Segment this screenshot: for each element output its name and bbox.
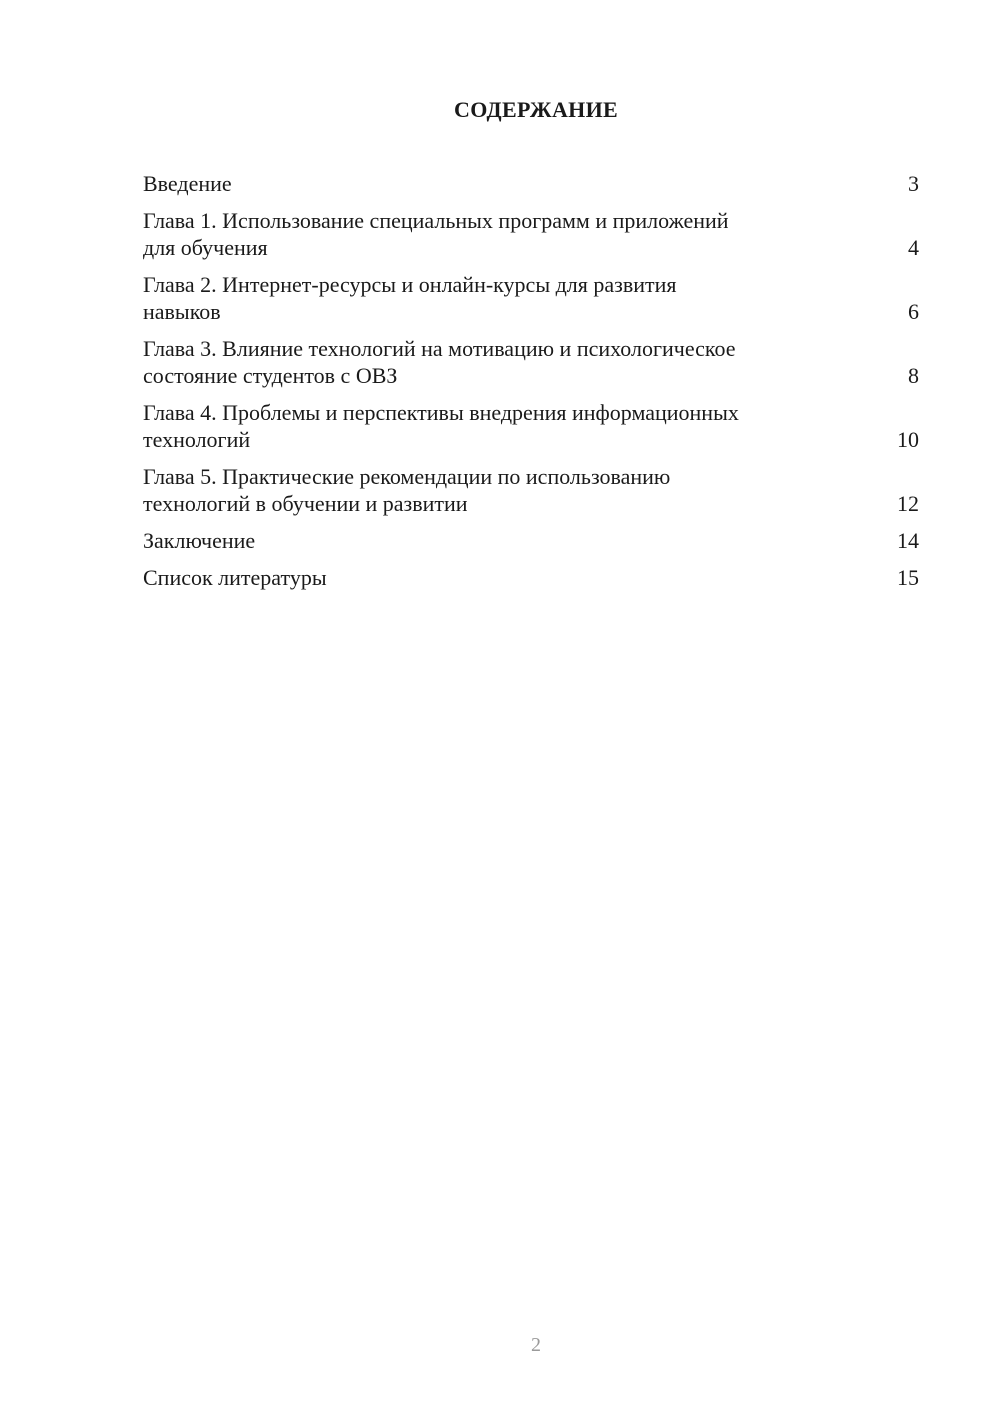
toc-entry-conclusion[interactable] — [143, 527, 919, 554]
toc-entry-title-line: технологий — [143, 427, 251, 452]
toc-entry-chapter-2[interactable] — [143, 271, 919, 325]
toc-entry-page-number: 10 — [897, 427, 919, 452]
toc-entry-chapter-1[interactable] — [143, 207, 919, 261]
toc-entry-chapter-3[interactable] — [143, 335, 919, 389]
toc-entry-title-line: навыков — [143, 299, 221, 324]
page-number-footer: 2 — [531, 1334, 541, 1356]
toc-entry-title-line: состояние студентов с ОВЗ — [143, 363, 398, 388]
toc-entry-page-number: 6 — [908, 299, 919, 324]
toc-entry-page-number: 14 — [897, 528, 919, 553]
toc-entry-page-number: 3 — [908, 171, 919, 196]
toc-entry-title-line: Введение — [143, 171, 232, 196]
toc-entry-title-line: Список литературы — [143, 565, 327, 590]
toc-heading: СОДЕРЖАНИЕ — [454, 97, 618, 122]
toc-entry-page-number: 8 — [908, 363, 919, 388]
toc-entry-page-number: 15 — [897, 565, 919, 590]
toc-entry-chapter-5[interactable] — [143, 463, 919, 517]
toc-entry-title-line: Глава 5. Практические рекомендации по использованию — [143, 464, 671, 489]
toc-entry-title-line: Глава 4. Проблемы и перспективы внедрения информационных — [143, 400, 739, 425]
toc-entry-title-line: Глава 2. Интернет-ресурсы и онлайн-курсы для развития — [143, 272, 677, 297]
table-of-contents — [143, 170, 919, 601]
toc-entry-introduction[interactable] — [143, 170, 919, 197]
toc-entry-title-line: Глава 1. Использование специальных программ и приложений — [143, 208, 729, 233]
toc-entry-title-line: Глава 3. Влияние технологий на мотивацию и психологическое — [143, 336, 736, 361]
toc-entry-chapter-4[interactable] — [143, 399, 919, 453]
toc-entry-title-line: для обучения — [143, 235, 268, 260]
toc-entry-references[interactable] — [143, 564, 919, 591]
toc-entry-page-number: 4 — [908, 235, 919, 260]
toc-entry-page-number: 12 — [897, 491, 919, 516]
toc-entry-title-line: технологий в обучении и развитии — [143, 491, 468, 516]
toc-entry-title-line: Заключение — [143, 528, 256, 553]
